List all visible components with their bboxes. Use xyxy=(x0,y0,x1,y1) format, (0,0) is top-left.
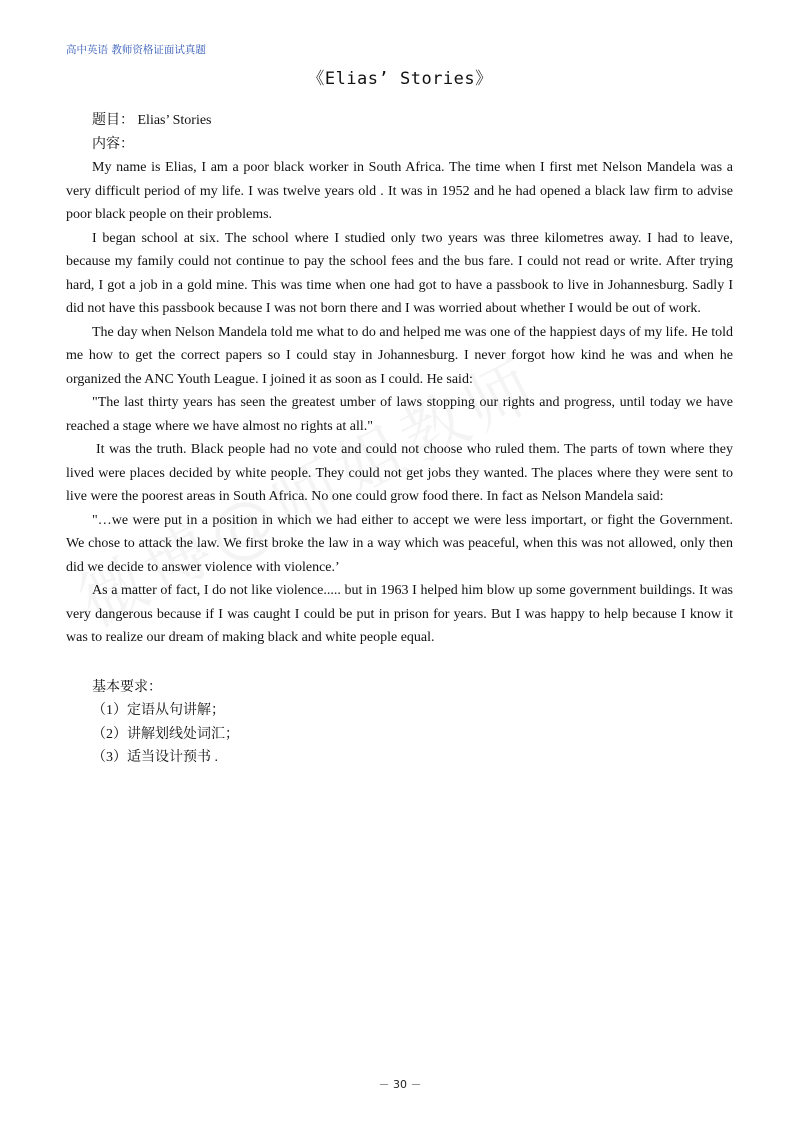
requirement-item: （2）讲解划线处词汇； xyxy=(92,726,239,742)
page-number: － 30 － xyxy=(378,1078,422,1091)
paragraph-7: As a matter of fact, I do not like violence..... but in 1963 I helped him blow up some government buildings. It was very dangerous because if I was caught I could be put in prison for years. But I was happy to help because I know it was to realize our dream of making black and white people equal. xyxy=(66,583,733,645)
document-body xyxy=(66,109,733,770)
paragraph-4-quote: "The last thirty years has seen the greatest umber of laws stopping our rights and progress, until today we have reached a stage where we have almost no rights at all." xyxy=(66,395,733,434)
content-label: 内容： xyxy=(92,136,134,152)
document-title: 《Elias’ Stories》 xyxy=(307,69,493,89)
paragraph-2: I began school at six. The school where I studied only two years was three kilometres away. I had to leave, because my family could not continue to pay the school fees and the bus fare. I could not read or write. After trying hard, I got a job in a gold mine. This was time when one had got to have a passbook to live in Johannesburg. Sadly I did not have this passbook because I was not born there and I was worried about whether I would be out of work. xyxy=(66,230,733,316)
requirements-section xyxy=(66,676,733,770)
requirement-item: （1）定语从句讲解； xyxy=(92,703,225,718)
paragraph-5: It was the truth. Black people had no vote and could not choose who ruled them. The parts of town where they lived were places decided by white people. They could not get jobs they wanted. The places where they were sent to live were the poorest areas in South Africa. No one could grow food there. In fact as Nelson Mandela said: xyxy=(66,442,733,504)
requirements-label: 基本要求： xyxy=(92,679,162,695)
topic-line: 题目： Elias’ Stories xyxy=(92,113,212,128)
paragraph-6-quote: "…we were put in a position in which we had either to accept we were less importart, or fight the Government. We chose to attack the law. We first broke the law in a way which was peaceful, when this was not allowed, only then did we decide to answer violence with violence.’ xyxy=(66,512,733,575)
page-header: 高中英语 教师资格证面试真题 xyxy=(66,44,206,56)
requirement-item: （3）适当设计预书 . xyxy=(92,750,218,765)
paragraph-1: My name is Elias, I am a poor black worker in South Africa. The time when I first met Nelson Mandela was a very difficult period of my life. I was twelve years old . It was in 1952 and he had opened a black law firm to advise poor black people on their problems. xyxy=(66,160,733,222)
paragraph-3: The day when Nelson Mandela told me what to do and helped me was one of the happiest days of my life. He told me how to get the correct papers so I could stay in Johannesburg. I never forgot how kind he was and when he organized the ANC Youth League. I joined it as soon as I could. He said: xyxy=(66,324,733,387)
